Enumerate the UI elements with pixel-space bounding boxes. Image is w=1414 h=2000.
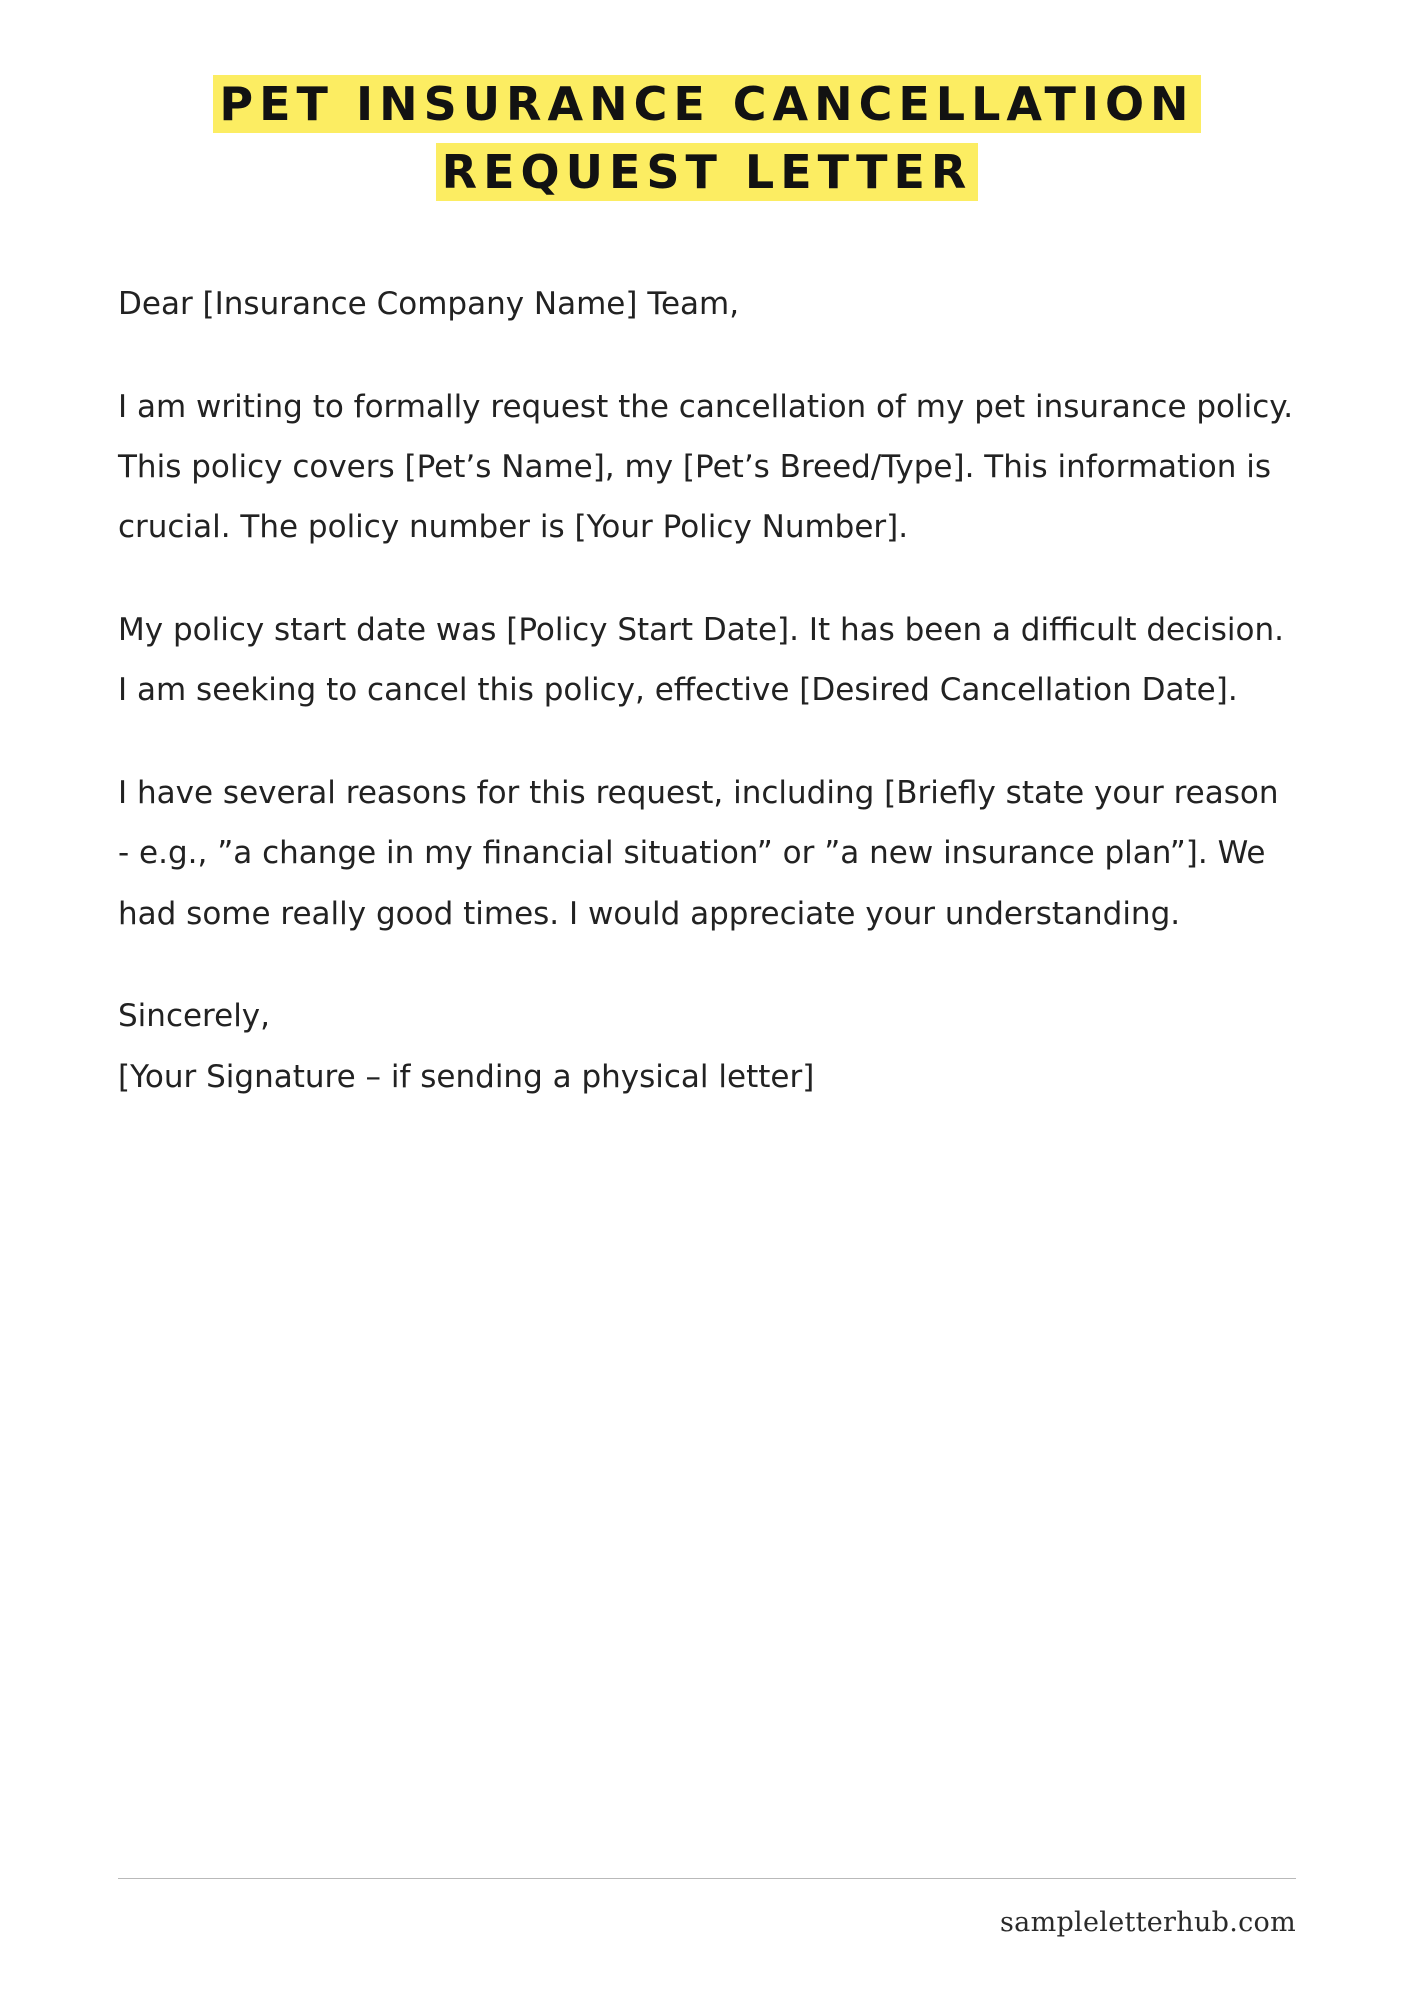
- page-title: [118, 70, 1296, 206]
- salutation: Dear [Insurance Company Name] Team,: [118, 286, 740, 323]
- signature-line: [Your Signature – if sending a physical letter]: [118, 1058, 815, 1095]
- closing-line: Sincerely,: [118, 998, 271, 1035]
- title-line-1: PET INSURANCE CANCELLATION: [213, 75, 1200, 133]
- footer-divider: [118, 1878, 1296, 1879]
- body-paragraph-2: My policy start date was [Policy Start Date]. It has been a difficult decision. I am seeking to cancel this policy, effective [Desired Cancellation Date].: [118, 611, 1285, 709]
- signature-block: [118, 986, 1296, 1107]
- letter-body: [118, 274, 1296, 1107]
- footer-website: sampleletterhub.com: [1000, 1907, 1296, 1938]
- title-line-2: REQUEST LETTER: [436, 143, 979, 201]
- body-paragraph-3: I have several reasons for this request, including [Briefly state your reason - e.g., ”a change in my financial situation” or ”a new insurance plan”]. We had some really good times. I would appreciate your understanding.: [118, 774, 1279, 932]
- body-paragraph-1: I am writing to formally request the cancellation of my pet insurance policy. This policy covers [Pet’s Name], my [Pet’s Breed/Type]. This information is crucial. The policy number is [Your Policy Number].: [118, 388, 1294, 546]
- page-footer: [118, 1878, 1296, 1938]
